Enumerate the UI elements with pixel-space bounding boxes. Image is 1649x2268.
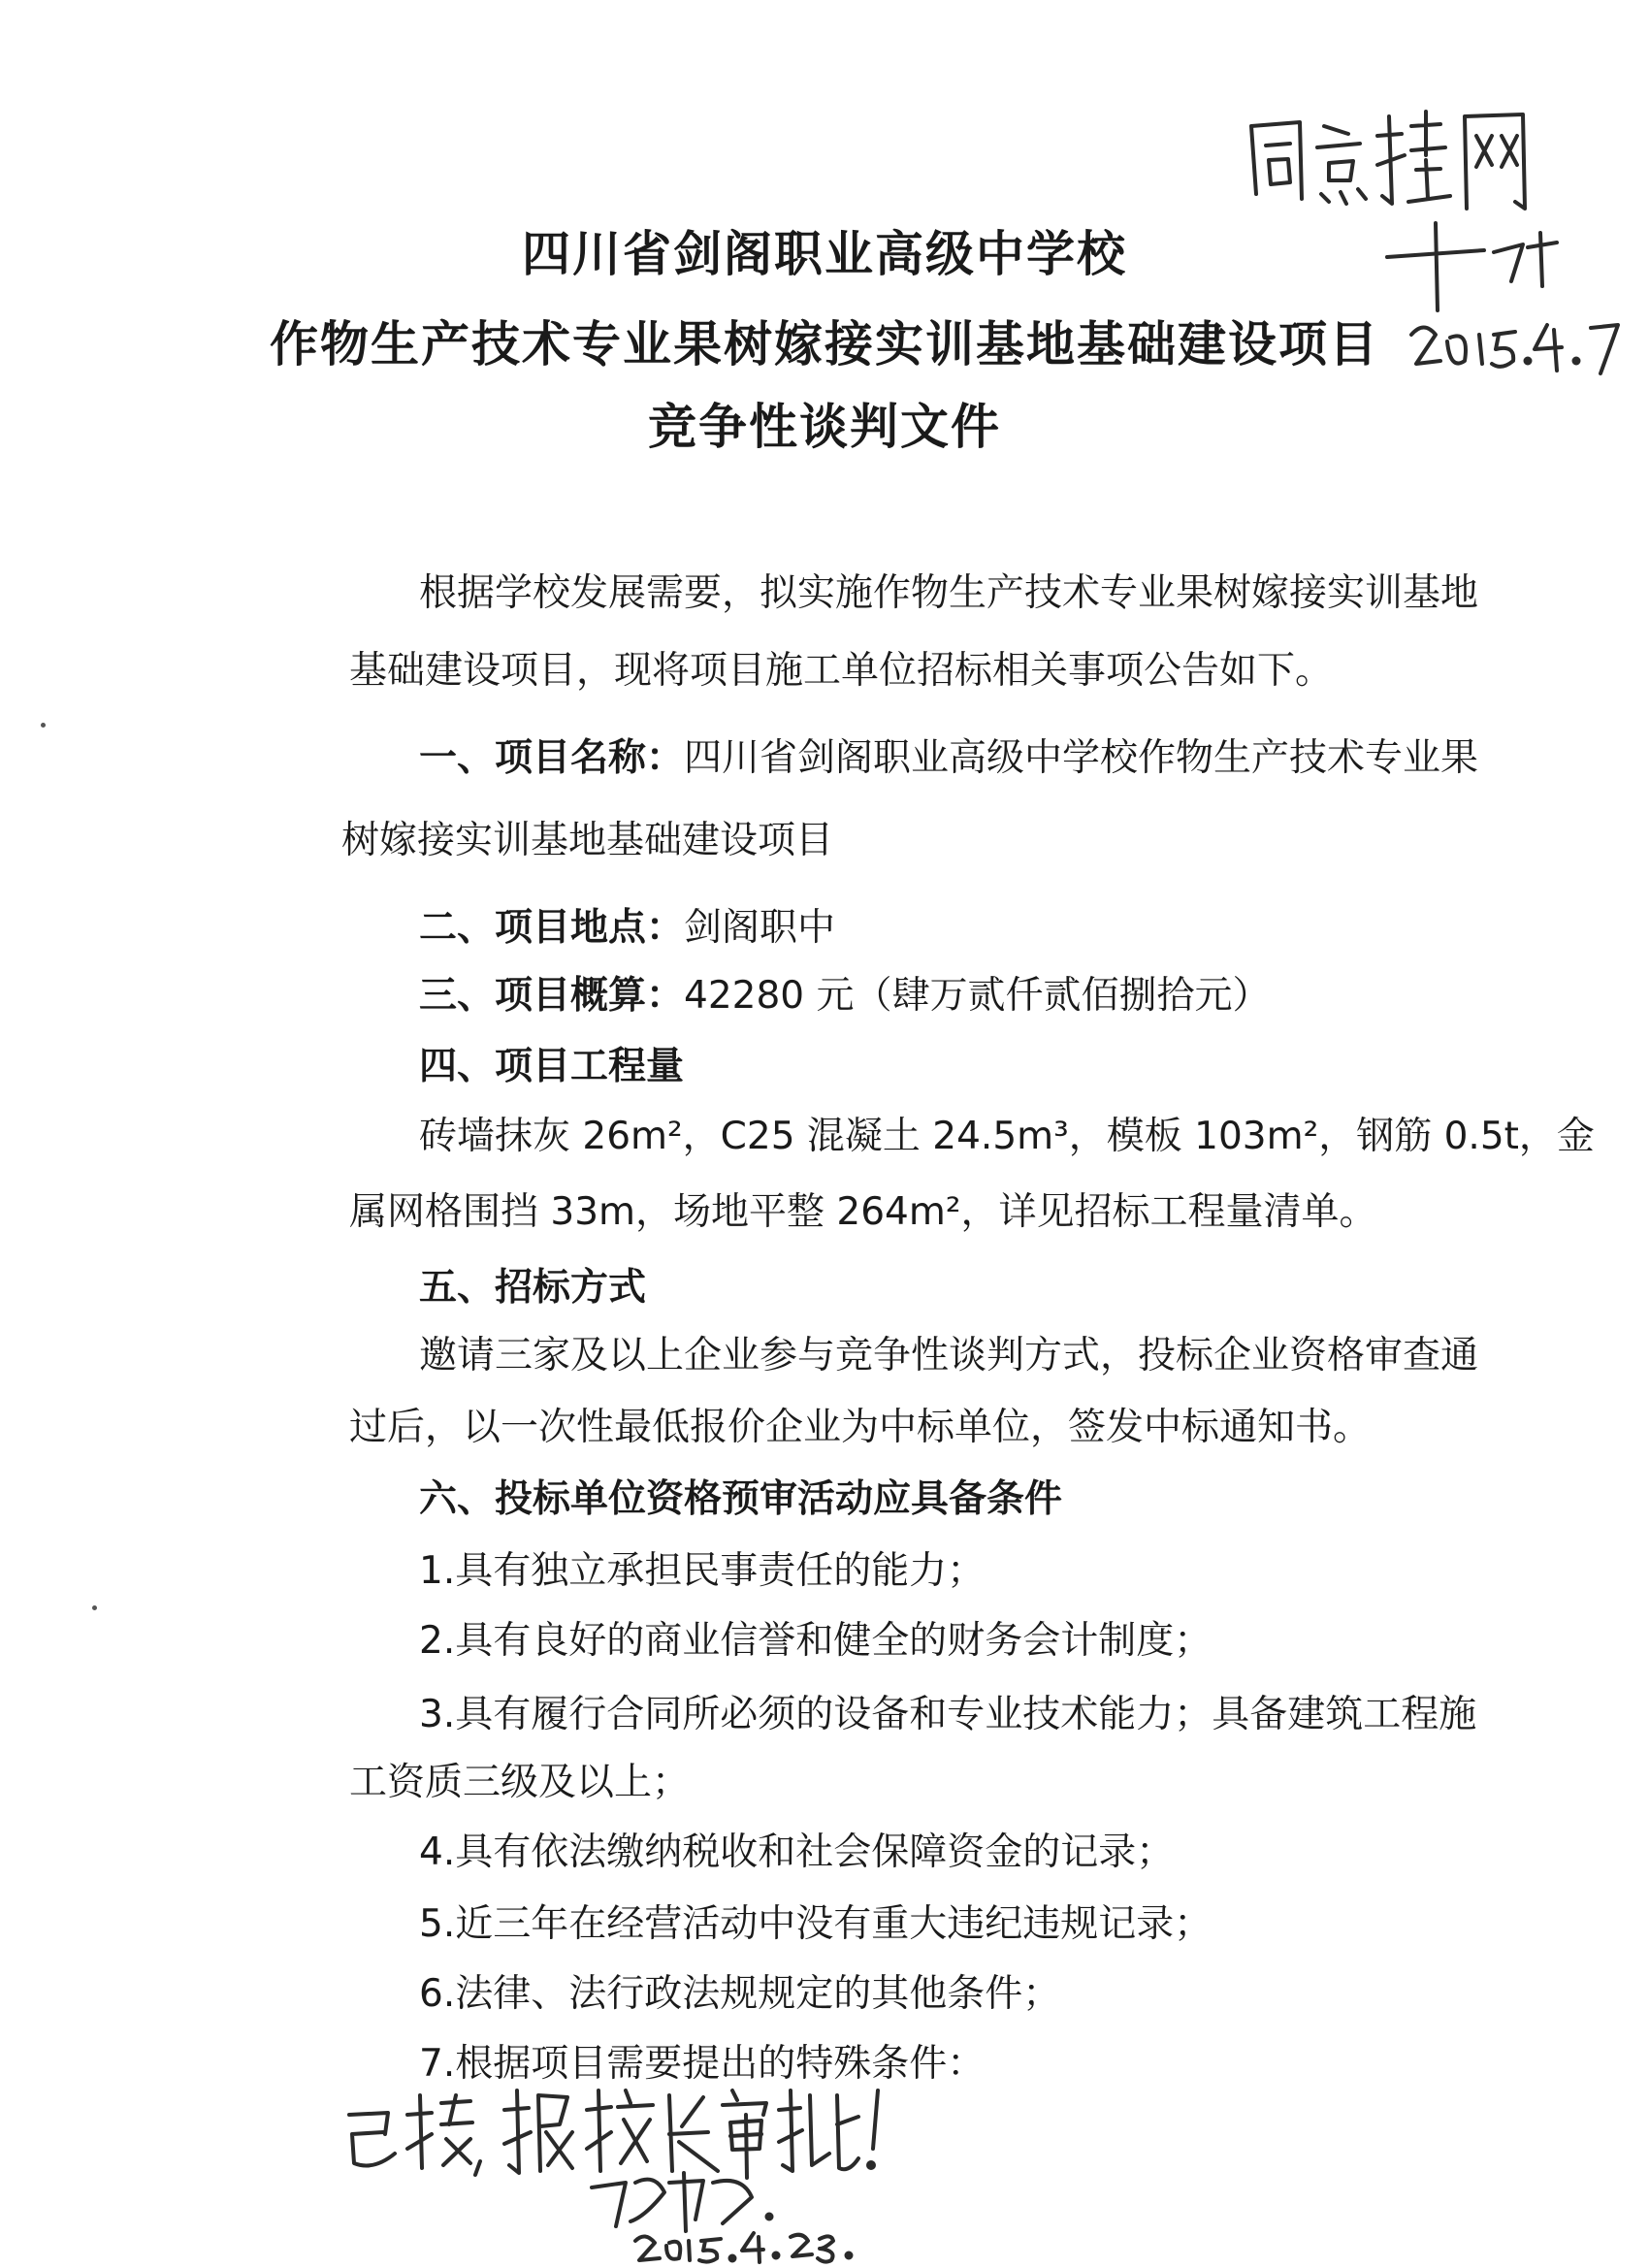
scan-speck xyxy=(41,723,46,728)
section-4-line-1: 砖墙抹灰 26m²，C25 混凝土 24.5m³，模板 103m²，钢筋 0.5t，金 xyxy=(419,1115,1595,1158)
section-1-heading: 一、项目名称： xyxy=(419,736,685,780)
condition-6: 6.法律、法行政法规规定的其他条件； xyxy=(419,1972,1061,2016)
document-title-line-1: 四川省剑阁职业高级中学校 xyxy=(522,226,1127,282)
condition-2: 2.具有良好的商业信誉和健全的财务会计制度； xyxy=(419,1619,1212,1663)
handwritten-review-annotation xyxy=(335,2057,955,2265)
handwritten-approval-annotation xyxy=(1232,87,1639,407)
section-1 xyxy=(419,728,1478,782)
section-3 xyxy=(419,965,1270,1020)
document-title-line-2: 作物生产技术专业果树嫁接实训基地基础建设项目 xyxy=(270,316,1379,373)
condition-1: 1.具有独立承担民事责任的能力； xyxy=(419,1549,986,1593)
scan-speck xyxy=(92,1605,97,1610)
condition-7: 7.根据项目需要提出的特殊条件： xyxy=(419,2042,986,2086)
section-2-heading: 二、项目地点： xyxy=(419,906,685,950)
condition-5: 5.近三年在经营活动中没有重大违纪违规记录； xyxy=(419,1902,1212,1946)
intro-line-1: 根据学校发展需要，拟实施作物生产技术专业果树嫁接实训基地 xyxy=(419,571,1479,615)
section-4-heading: 四、项目工程量 xyxy=(419,1045,685,1088)
section-3-text: 42280 元（肆万贰仟贰佰捌拾元） xyxy=(684,974,1271,1018)
section-4-line-2: 属网格围挡 33m，场地平整 264m²，详见招标工程量清单。 xyxy=(349,1190,1377,1234)
section-6-heading: 六、投标单位资格预审活动应具备条件 xyxy=(419,1477,1063,1521)
section-5-heading: 五、招标方式 xyxy=(419,1266,647,1310)
condition-3: 3.具有履行合同所必须的设备和专业技术能力；具备建筑工程施 xyxy=(419,1693,1477,1736)
section-3-heading: 三、项目概算： xyxy=(419,974,685,1018)
section-2-text: 剑阁职中 xyxy=(684,906,836,950)
section-5-line-2: 过后，以一次性最低报价企业为中标单位，签发中标通知书。 xyxy=(349,1406,1372,1449)
section-1-text-line-2: 树嫁接实训基地基础建设项目 xyxy=(341,819,834,862)
document-title-line-3: 竞争性谈判文件 xyxy=(648,399,1001,455)
condition-4: 4.具有依法缴纳税收和社会保障资金的记录； xyxy=(419,1831,1175,1874)
intro-line-2: 基础建设项目，现将项目施工单位招标相关事项公告如下。 xyxy=(349,649,1334,693)
condition-3-continued: 工资质三级及以上； xyxy=(349,1761,691,1804)
section-2 xyxy=(419,897,835,952)
section-1-text: 四川省剑阁职业高级中学校作物生产技术专业果 xyxy=(684,736,1479,780)
section-5-line-1: 邀请三家及以上企业参与竞争性谈判方式，投标企业资格审查通 xyxy=(419,1334,1479,1377)
